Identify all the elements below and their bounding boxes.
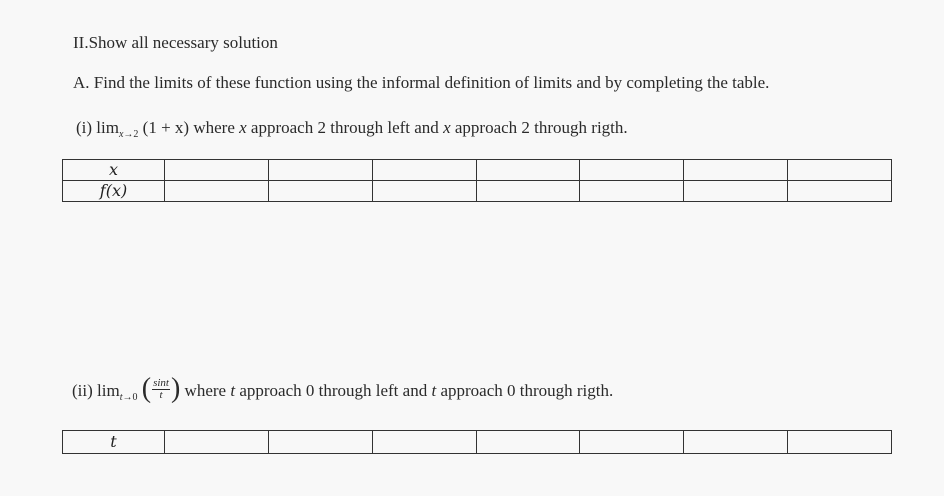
answer-cell[interactable]: [476, 160, 580, 181]
variable-x: x: [239, 118, 247, 137]
variable-t: t: [230, 380, 236, 400]
answer-cell[interactable]: [165, 160, 269, 181]
limit-subscript-2: t→0: [119, 391, 138, 403]
answer-cell[interactable]: [268, 431, 372, 454]
answer-cell[interactable]: [684, 431, 788, 454]
table-row: [63, 181, 892, 202]
variable-x-2: x: [443, 118, 451, 137]
limit-symbol-2: lim: [97, 380, 120, 400]
answer-cell[interactable]: [372, 181, 476, 202]
answer-cell[interactable]: [476, 431, 580, 454]
approach-right-text: approach 2 through rigth.: [454, 118, 628, 137]
fraction-expression: ( $\frac{\sin t}{t}$ ): [141, 373, 181, 404]
fraction-numerator: sint: [153, 376, 169, 389]
limit-symbol: lim: [96, 118, 119, 137]
answer-cell[interactable]: [165, 431, 269, 454]
question-part-2: [72, 373, 614, 408]
question-part-1: [76, 118, 628, 145]
table-row: [63, 160, 892, 181]
table-row: [63, 431, 892, 454]
part-1-label: (i): [76, 118, 93, 137]
approach-left-text-2: approach 0 through left and: [239, 380, 428, 400]
answer-cell[interactable]: [268, 160, 372, 181]
approach-left-text: approach 2 through left and: [250, 118, 439, 137]
limit-subscript: x→2: [118, 129, 139, 140]
variable-t-2: t: [431, 380, 437, 400]
answer-cell[interactable]: [788, 160, 892, 181]
table-x-fx: [62, 159, 892, 202]
approach-right-text-2: approach 0 through rigth.: [440, 380, 614, 400]
answer-cell[interactable]: [684, 160, 788, 181]
answer-cell[interactable]: [580, 160, 684, 181]
section-heading: II.Show all necessary solution: [73, 33, 278, 52]
answer-cell[interactable]: [788, 431, 892, 454]
where-text-2: where: [184, 380, 227, 400]
row-header-cell: f(x): [63, 181, 165, 202]
limit-expression: (1 + x): [142, 118, 190, 137]
answer-cell[interactable]: [372, 431, 476, 454]
answer-cell[interactable]: [268, 181, 372, 202]
instruction-text: A. Find the limits of these function using the informal definition of limits and by completing the table.: [73, 73, 770, 92]
answer-cell[interactable]: [684, 181, 788, 202]
answer-cell[interactable]: [476, 181, 580, 202]
row-header-cell: t: [63, 431, 165, 454]
answer-cell[interactable]: [372, 160, 476, 181]
answer-cell[interactable]: [580, 431, 684, 454]
answer-cell[interactable]: [788, 181, 892, 202]
answer-cell[interactable]: [165, 181, 269, 202]
table-t: [62, 430, 892, 454]
answer-cell[interactable]: [580, 181, 684, 202]
fraction-denominator: t: [159, 388, 163, 401]
row-header-cell: x: [63, 160, 165, 181]
where-text: where: [193, 118, 235, 137]
part-2-label: (ii): [72, 380, 93, 400]
